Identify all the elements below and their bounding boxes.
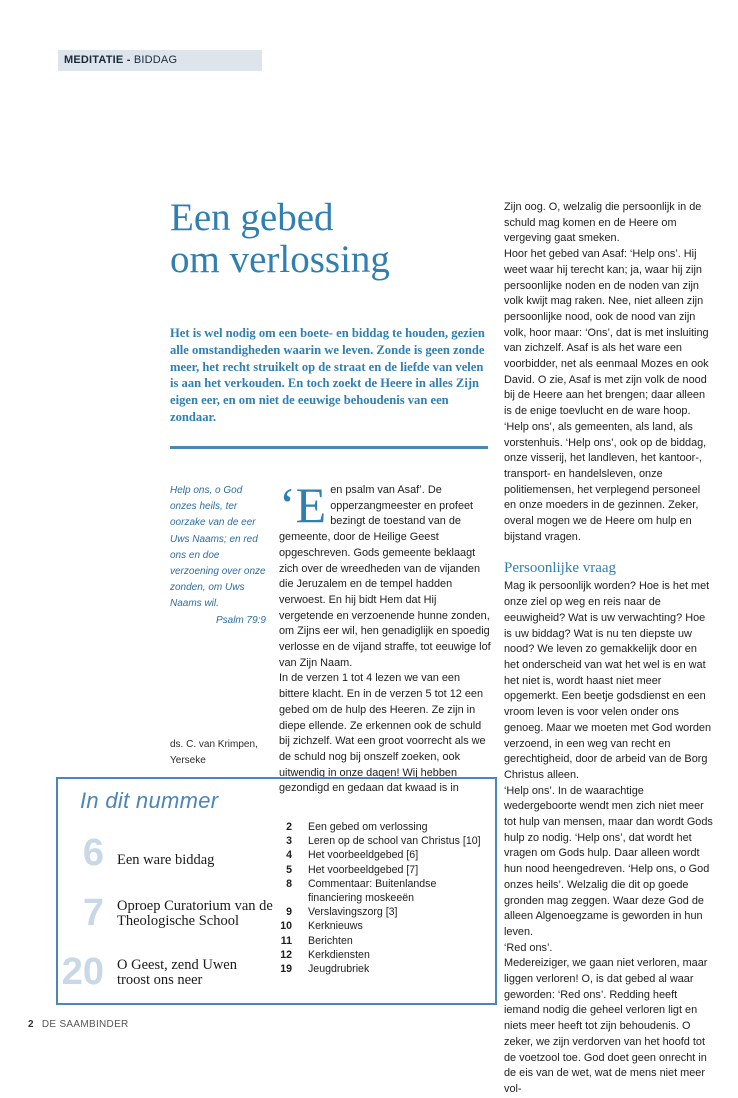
body-paragraph	[279, 477, 493, 671]
toc-item-number: 9	[286, 906, 292, 919]
toc-item[interactable]	[272, 820, 487, 834]
body-paragraph: ‘Red ons’.	[504, 941, 553, 954]
toc-item[interactable]	[272, 863, 487, 877]
toc-item-number: 2	[286, 821, 292, 833]
body-column-2	[504, 200, 714, 1098]
body-paragraph: Hoor het gebed van Asaf: ‘Help ons’. Hij weet waar hij terecht kan; ja, waar hij zijn persoonlijke noden en de noden van zijn volk kwijt mag raken. Nee, niet alleen zijn persoonlijke nood, ook de nood van zijn volk, hoor maar: ‘Ons’, dat is met insluiting van zichzelf. Asaf is als het ware een voorbidder, net als eenmaal Mozes en ook David. O zie, Asaf is met zijn volk de nood bij de Heere aan het brengen; daar alleen is de enige toevlucht en de ware hoop.	[504, 248, 709, 418]
body-paragraph: ‘Help ons’. In de waarachtige wedergeboorte wendt men zich niet meer tot hulp van mensen, maar dan wordt Gods hulp zo nodig. ‘Help ons’, dat wordt het vragen om Gods hulp. Daar alleen wordt hun nood heengedreven. ‘Help ons, o God onzes heils’. Welzalig die dit op goede gronden mag zeggen. Waar deze God de alleen Algenoegzame is geworden in hun leven.	[504, 784, 713, 938]
author-name: ds. C. van Krimpen,	[170, 739, 258, 750]
pull-quote	[170, 483, 266, 629]
toc-item-number: 8	[286, 877, 292, 890]
toc-item[interactable]	[272, 834, 487, 848]
article-title-line1: Een gebed	[170, 196, 334, 239]
toc-featured-number: 7	[82, 892, 104, 934]
toc-item[interactable]	[272, 948, 487, 962]
toc-item-number: 11	[280, 934, 292, 947]
toc-item[interactable]	[272, 962, 487, 976]
page-number: 2	[28, 1019, 34, 1030]
toc-item[interactable]	[272, 919, 487, 933]
toc-item-title: Kerknieuws	[308, 920, 363, 933]
author-location: Yerseke	[170, 755, 206, 766]
toc-featured-title: Oproep Curatorium van de Theologische School	[117, 898, 273, 929]
toc-item-title: Berichten	[308, 934, 353, 947]
toc-item-title: Kerkdiensten	[308, 948, 370, 961]
body-paragraph: In de verzen 1 tot 4 lezen we van een bittere klacht. En in de verzen 5 tot 12 een gebed om de hulp des Heeren. Ze zijn in diepe ellende. Ze erkennen ook de schuld bij zichzelf. Wat een groot voorrecht als we de schuld nog bij onszelf zoeken, ook uitwendig in onze dagen! Wij hebben gezondigd en gedaan dat kwaad is in	[279, 672, 486, 795]
article-title	[170, 197, 490, 281]
toc-item-title: Commentaar: Buitenlandse financiering moskeeën	[308, 877, 437, 905]
toc-item-number: 10	[280, 920, 292, 933]
toc-item-number: 5	[286, 863, 292, 876]
toc-item-title: Een gebed om verlossing	[308, 821, 428, 833]
toc-item-title: Het voorbeeldgebed [6]	[308, 849, 419, 862]
article-lead: Het is wel nodig om een boete- en biddag te houden, gezien alle omstandigheden waarin we leven. Zonde is geen zonde meer, het recht struikelt op de straat en de liefde van velen is aan het verkouden. En toch zoekt de Heere in alles Zijn eigen eer, en om niet de eeuwige behoudenis van een zondaar.	[170, 326, 485, 424]
body-paragraph-text: en psalm van Asaf’. De opperzangmeester en profeet bezingt de toestand van de gemeente, door de Heilige Geest opgeschreven. Gods gemeente beklaagt zich over de wreedheden van de vijanden die Jeruzalem en de tempel hadden verwoest. En hij bidt Hem dat Hij vergetende en verzoenende hunne zonden, om Zijns eer wil, hen genadiglijk en spoedig verlosse en de vijand straffe, tot eeuwige lof van Zijn Naam.	[279, 484, 491, 669]
toc-featured-title: O Geest, zend Uwen troost ons neer	[117, 957, 237, 988]
toc-item-title: Leren op de school van Christus [10]	[308, 835, 481, 848]
toc-list	[272, 820, 487, 976]
toc-item-title: Het voorbeeldgebed [7]	[308, 863, 419, 876]
body-column-1	[279, 477, 493, 797]
pull-quote-text: Help ons, o God onzes heils, ter oorzake van de eer Uws Naams; en red ons en doe verzoening over onze zonden, om Uws Naams wil.	[170, 485, 266, 610]
author-credit	[170, 737, 270, 769]
page-footer	[28, 1019, 129, 1030]
toc-item[interactable]	[272, 934, 487, 948]
toc-item-number: 12	[280, 948, 292, 961]
toc-item[interactable]	[272, 848, 487, 862]
toc-item-title: Verslavingszorg [3]	[308, 906, 398, 919]
toc-item[interactable]	[272, 905, 487, 919]
subsection-name: BIDDAG	[133, 54, 178, 66]
article-title-line2: om verlossing	[170, 238, 390, 281]
divider-rule	[170, 446, 488, 449]
toc-featured-number: 20	[61, 951, 104, 993]
section-label	[58, 50, 262, 71]
drop-cap: ‘E	[279, 477, 327, 533]
toc-title: In dit nummer	[80, 788, 219, 813]
subheading: Persoonlijke vraag	[504, 560, 617, 577]
body-paragraph: Medereiziger, we gaan niet verloren, maar liggen verloren! O, is dat gebed al waar geworden: ‘Red ons’. Redding heeft iemand nodig die geheel verloren ligt en niets meer heeft tot zijn behoudenis. O zeker, we zijn verdorven van het hoofd tot de voetzool toe. God doet geen onrecht in de eis van de wet, wat de mens niet meer vol-	[504, 957, 708, 1095]
body-paragraph: Mag ik persoonlijk worden? Hoe is het met onze ziel op weg en reis naar de eeuwigheid? Wat is uw verwachting? Hoe is uw biddag? Wat is nu ten diepste uw nood? We leven zo gemakkelijk door en het onderscheid van wat het wel is en wat het niet is, wordt haast niet meer opgemerkt. Een beetje godsdienst en een vroom leven is voor velen onder ons genoeg. Maar we moeten met God worden verzoend, in een weg van recht en gerechtigheid, door de arbeid van de Borg Christus alleen.	[504, 580, 712, 781]
toc-item-number: 19	[280, 963, 292, 976]
toc-item-number: 3	[286, 835, 292, 848]
toc-item[interactable]	[272, 877, 487, 905]
magazine-name: DE SAAMBINDER	[41, 1019, 129, 1030]
section-separator: -	[123, 54, 134, 66]
toc-item-title: Jeugdrubriek	[308, 963, 370, 976]
pull-quote-reference: Psalm 79:9	[215, 614, 266, 626]
section-name: MEDITATIE	[64, 54, 124, 66]
toc-item-number: 4	[286, 849, 292, 862]
body-paragraph: ‘Help ons’, als gemeenten, als land, als vorstenhuis. ‘Help ons’, ook op de biddag, onze visserij, het landleven, het kantoor-, transport- en handelsleven, onze politiemensen, het verplegend personeel en onze moeders in de gezinnen. Zeker, overal mogen we de Heere om hulp en bijstand vragen.	[504, 420, 707, 543]
toc-featured-title: Een ware biddag	[117, 852, 215, 868]
body-paragraph: Zijn oog. O, welzalig die persoonlijk in de schuld mag komen en de Heere om vergeving gaat smeken.	[504, 201, 702, 245]
toc-featured-number: 6	[82, 832, 104, 874]
